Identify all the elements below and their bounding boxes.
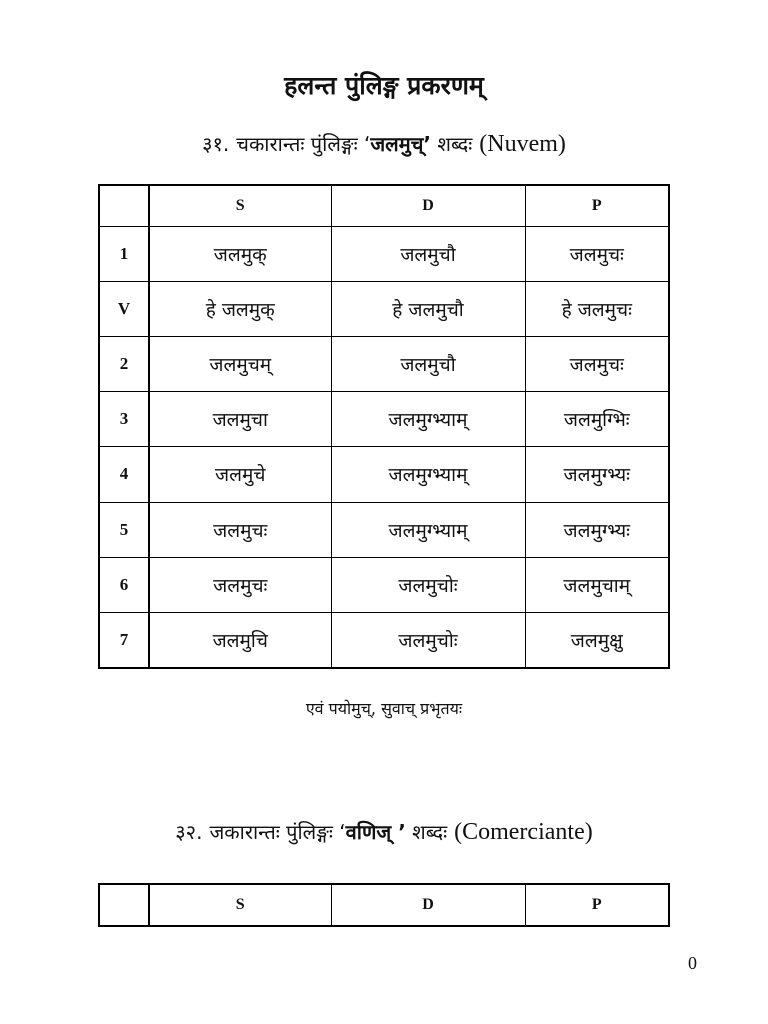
- section-31-number: ३१.: [202, 132, 230, 156]
- header-plural: P: [525, 185, 669, 227]
- plural-cell: जलमुचः: [525, 227, 669, 282]
- case-label: 6: [99, 557, 149, 612]
- plural-cell: हे जलमुचः: [525, 282, 669, 337]
- dual-cell: जलमुचौ: [331, 337, 525, 392]
- table-row: [99, 612, 669, 668]
- plural-cell: जलमुक्षु: [525, 612, 669, 668]
- header-singular: S: [149, 185, 331, 227]
- section-31-prefix: चकारान्तः पुंलिङ्गः ‘: [236, 132, 371, 156]
- table-row: [99, 502, 669, 557]
- singular-cell: हे जलमुक्: [149, 282, 331, 337]
- table-row: [99, 282, 669, 337]
- page-title: हलन्त पुंलिङ्ग प्रकरणम्: [284, 71, 484, 100]
- table-header-row: [99, 185, 669, 227]
- dual-cell: जलमुचोः: [331, 612, 525, 668]
- declension-table-32: [98, 883, 670, 927]
- dual-cell: जलमुचोः: [331, 557, 525, 612]
- dual-cell: जलमुग्भ्याम्: [331, 502, 525, 557]
- table-row: [99, 337, 669, 392]
- case-label: V: [99, 282, 149, 337]
- section-32-heading: [0, 818, 768, 846]
- case-label: 5: [99, 502, 149, 557]
- singular-cell: जलमुचि: [149, 612, 331, 668]
- header-dual: D: [331, 884, 525, 926]
- declension-table-31: [98, 184, 670, 669]
- section-31-meaning: (Nuvem): [479, 131, 566, 157]
- section-31-suffix: शब्दः: [431, 132, 473, 156]
- dual-cell: हे जलमुचौ: [331, 282, 525, 337]
- section-32-meaning: (Comerciante): [454, 819, 593, 845]
- singular-cell: जलमुचे: [149, 447, 331, 502]
- singular-cell: जलमुक्: [149, 227, 331, 282]
- dual-cell: जलमुचौ: [331, 227, 525, 282]
- section-31-note: एवं पयोमुच्, सुवाच् प्रभृतयः: [305, 699, 463, 718]
- dual-cell: जलमुग्भ्याम्: [331, 392, 525, 447]
- case-label: 2: [99, 337, 149, 392]
- header-singular: S: [149, 884, 331, 926]
- plural-cell: जलमुग्भिः: [525, 392, 669, 447]
- section-32-word: वणिज् ’: [345, 820, 406, 844]
- plural-cell: जलमुग्भ्यः: [525, 447, 669, 502]
- table-row: [99, 447, 669, 502]
- dual-cell: जलमुग्भ्याम्: [331, 447, 525, 502]
- singular-cell: जलमुचः: [149, 557, 331, 612]
- header-corner-cell: [99, 884, 149, 926]
- header-corner-cell: [99, 185, 149, 227]
- case-label: 1: [99, 227, 149, 282]
- table-header-row: [99, 884, 669, 926]
- page-number: 0: [688, 953, 697, 973]
- section-32-number: ३२.: [175, 820, 203, 844]
- case-label: 3: [99, 392, 149, 447]
- section-31-word: जलमुच्’: [370, 132, 431, 156]
- case-label: 7: [99, 612, 149, 668]
- table-row: [99, 392, 669, 447]
- singular-cell: जलमुचा: [149, 392, 331, 447]
- plural-cell: जलमुग्भ्यः: [525, 502, 669, 557]
- section-32-suffix: शब्दः: [405, 820, 448, 844]
- case-label: 4: [99, 447, 149, 502]
- plural-cell: जलमुचः: [525, 337, 669, 392]
- section-32-prefix: जकारान्तः पुंलिङ्गः ‘: [209, 820, 346, 844]
- section-31-heading: [0, 130, 768, 158]
- header-plural: P: [525, 884, 669, 926]
- header-dual: D: [331, 185, 525, 227]
- plural-cell: जलमुचाम्: [525, 557, 669, 612]
- singular-cell: जलमुचम्: [149, 337, 331, 392]
- table-row: [99, 557, 669, 612]
- table-row: [99, 227, 669, 282]
- singular-cell: जलमुचः: [149, 502, 331, 557]
